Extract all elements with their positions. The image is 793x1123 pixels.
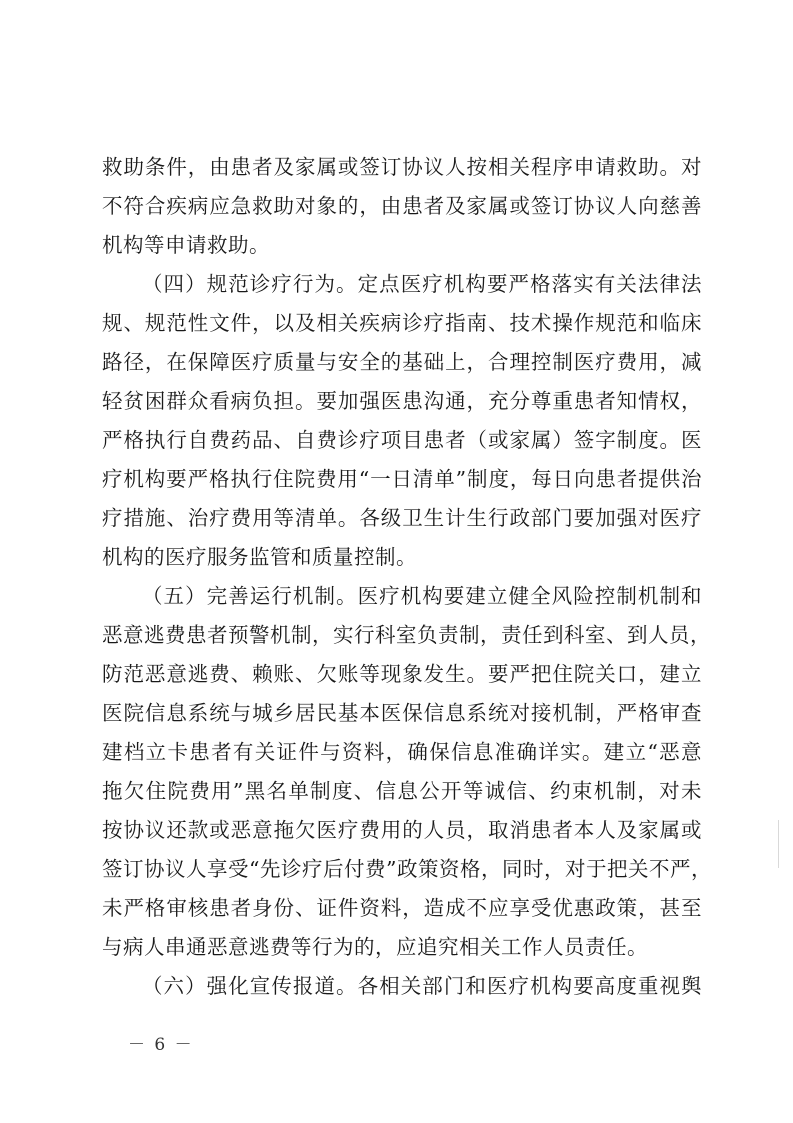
text-line: 与病人串通恶意逃费等行为的，应追究相关工作人员责任。	[102, 935, 648, 959]
text-line: 按协议还款或恶意拖欠医疗费用的人员，取消患者本人及家属或	[102, 818, 702, 842]
text-line: 恶意逃费患者预警机制，实行科室负责制，责任到科室、到人员，	[102, 623, 711, 647]
text-line: 拖欠住院费用”黑名单制度、信息公开等诚信、约束机制，对未	[102, 779, 702, 803]
page-number: － 6 －	[128, 1035, 194, 1055]
text-line: 签订协议人享受“先诊疗后付费”政策资格，同时，对于把关不严，	[102, 857, 712, 881]
text-line: 机构等申请救助。	[102, 233, 270, 257]
text-line: 疗措施、治疗费用等清单。各级卫生计生行政部门要加强对医疗	[102, 506, 702, 530]
text-line: 防范恶意逃费、赖账、欠账等现象发生。要严把住院关口，建立	[102, 662, 702, 686]
text-line: （四）规范诊疗行为。定点医疗机构要严格落实有关法律法	[142, 272, 702, 296]
text-line: （五）完善运行机制。医疗机构要建立健全风险控制机制和	[142, 584, 702, 608]
text-line: 建档立卡患者有关证件与资料，确保信息准确详实。建立“恶意	[102, 740, 702, 764]
text-line: 严格执行自费药品、自费诊疗项目患者（或家属）签字制度。医	[102, 428, 702, 452]
text-line: 机构的医疗服务监管和质量控制。	[102, 545, 417, 569]
body-text	[102, 148, 712, 1006]
text-line: 未严格审核患者身份、证件资料，造成不应享受优惠政策，甚至	[102, 896, 702, 920]
text-line: 医院信息系统与城乡居民基本医保信息系统对接机制，严格审查	[102, 701, 702, 725]
text-line: 路径，在保障医疗质量与安全的基础上，合理控制医疗费用，减	[102, 350, 702, 374]
scan-edge-mark	[778, 820, 779, 868]
text-line: 救助条件，由患者及家属或签订协议人按相关程序申请救助。对	[102, 155, 702, 179]
text-line: 规、规范性文件，以及相关疾病诊疗指南、技术操作规范和临床	[102, 311, 702, 335]
text-line: 疗机构要严格执行住院费用“一日清单”制度，每日向患者提供治	[102, 467, 702, 491]
text-line: 不符合疾病应急救助对象的，由患者及家属或签订协议人向慈善	[102, 194, 702, 218]
text-line: （六）强化宣传报道。各相关部门和医疗机构要高度重视舆	[142, 974, 702, 998]
text-line: 轻贫困群众看病负担。要加强医患沟通，充分尊重患者知情权，	[102, 389, 702, 413]
